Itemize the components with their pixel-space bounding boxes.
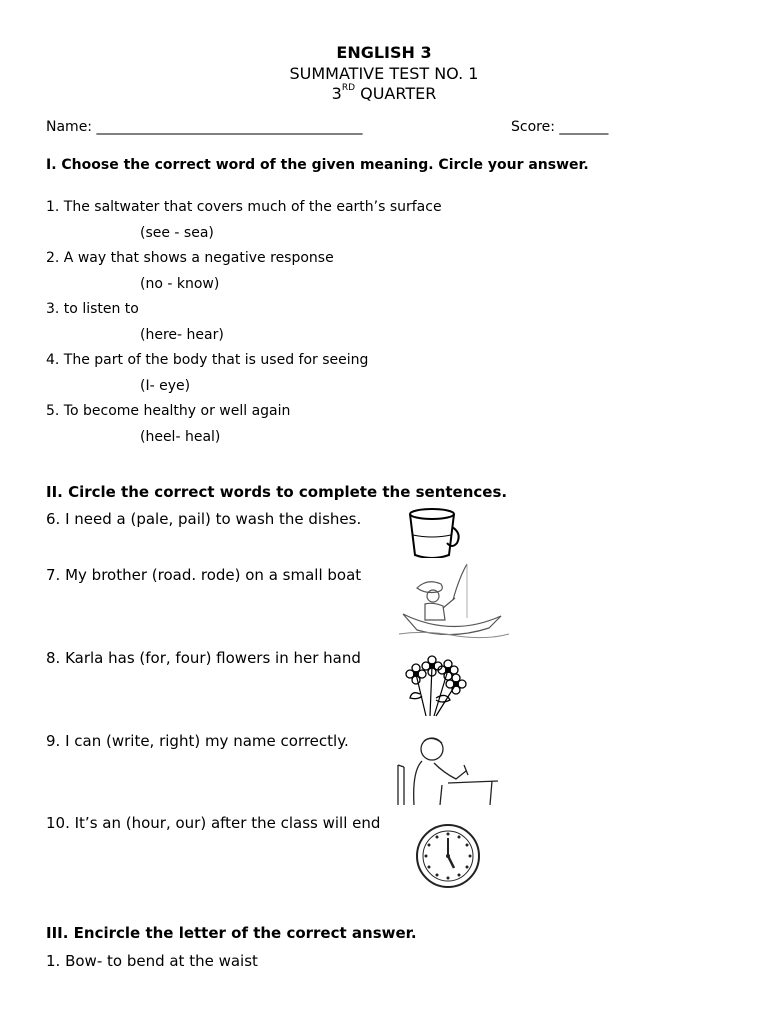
quarter-word: QUARTER — [355, 84, 437, 103]
quarter-label — [0, 84, 768, 103]
name-field[interactable] — [46, 119, 362, 135]
question-text: 1. The saltwater that covers much of the earth’s surface — [46, 199, 442, 215]
boy-writing-icon — [382, 735, 508, 805]
name-label: Name: — [46, 119, 97, 135]
question-text: 1. Bow- to bend at the waist — [46, 952, 258, 970]
part1-heading: I. Choose the correct word of the given meaning. Circle your answer. — [46, 157, 589, 173]
page-title: ENGLISH 3 — [336, 43, 432, 62]
sentence-item[interactable]: 9. I can (write, right) my name correctly. — [46, 732, 349, 750]
pail-icon — [404, 505, 464, 561]
score-label: Score: — [511, 119, 560, 135]
page-subtitle: SUMMATIVE TEST NO. 1 — [289, 64, 479, 83]
name-line: ______________________________________ — [96, 119, 363, 135]
answer-choices[interactable]: (heel- heal) — [140, 429, 221, 445]
question-text: 4. The part of the body that is used for seeing — [46, 352, 369, 368]
sentence-item[interactable]: 10. It’s an (hour, our) after the class will end — [46, 814, 381, 832]
part2-heading: II. Circle the correct words to complete the sentences. — [46, 483, 508, 501]
question-text: 2. A way that shows a negative response — [46, 250, 334, 266]
boy-fishing-in-boat-icon — [397, 558, 512, 642]
answer-choices[interactable]: (here- hear) — [140, 327, 224, 343]
quarter-number: 3 — [331, 84, 342, 103]
quarter-suffix: RD — [341, 83, 356, 93]
score-line: _______ — [559, 119, 609, 135]
clock-icon — [406, 816, 490, 896]
question-text: 3. to listen to — [46, 301, 139, 317]
answer-choices[interactable]: (I- eye) — [140, 378, 191, 394]
sentence-item[interactable]: 6. I need a (pale, pail) to wash the dishes. — [46, 510, 362, 528]
flowers-icon — [400, 654, 468, 718]
question-text: 5. To become healthy or well again — [46, 403, 291, 419]
score-field[interactable] — [511, 119, 608, 135]
answer-choices[interactable]: (see - sea) — [140, 225, 214, 241]
part3-heading: III. Encircle the letter of the correct answer. — [46, 924, 417, 942]
sentence-item[interactable]: 8. Karla has (for, four) flowers in her hand — [46, 649, 361, 667]
answer-choices[interactable]: (no - know) — [140, 276, 220, 292]
sentence-item[interactable]: 7. My brother (road. rode) on a small boat — [46, 566, 362, 584]
